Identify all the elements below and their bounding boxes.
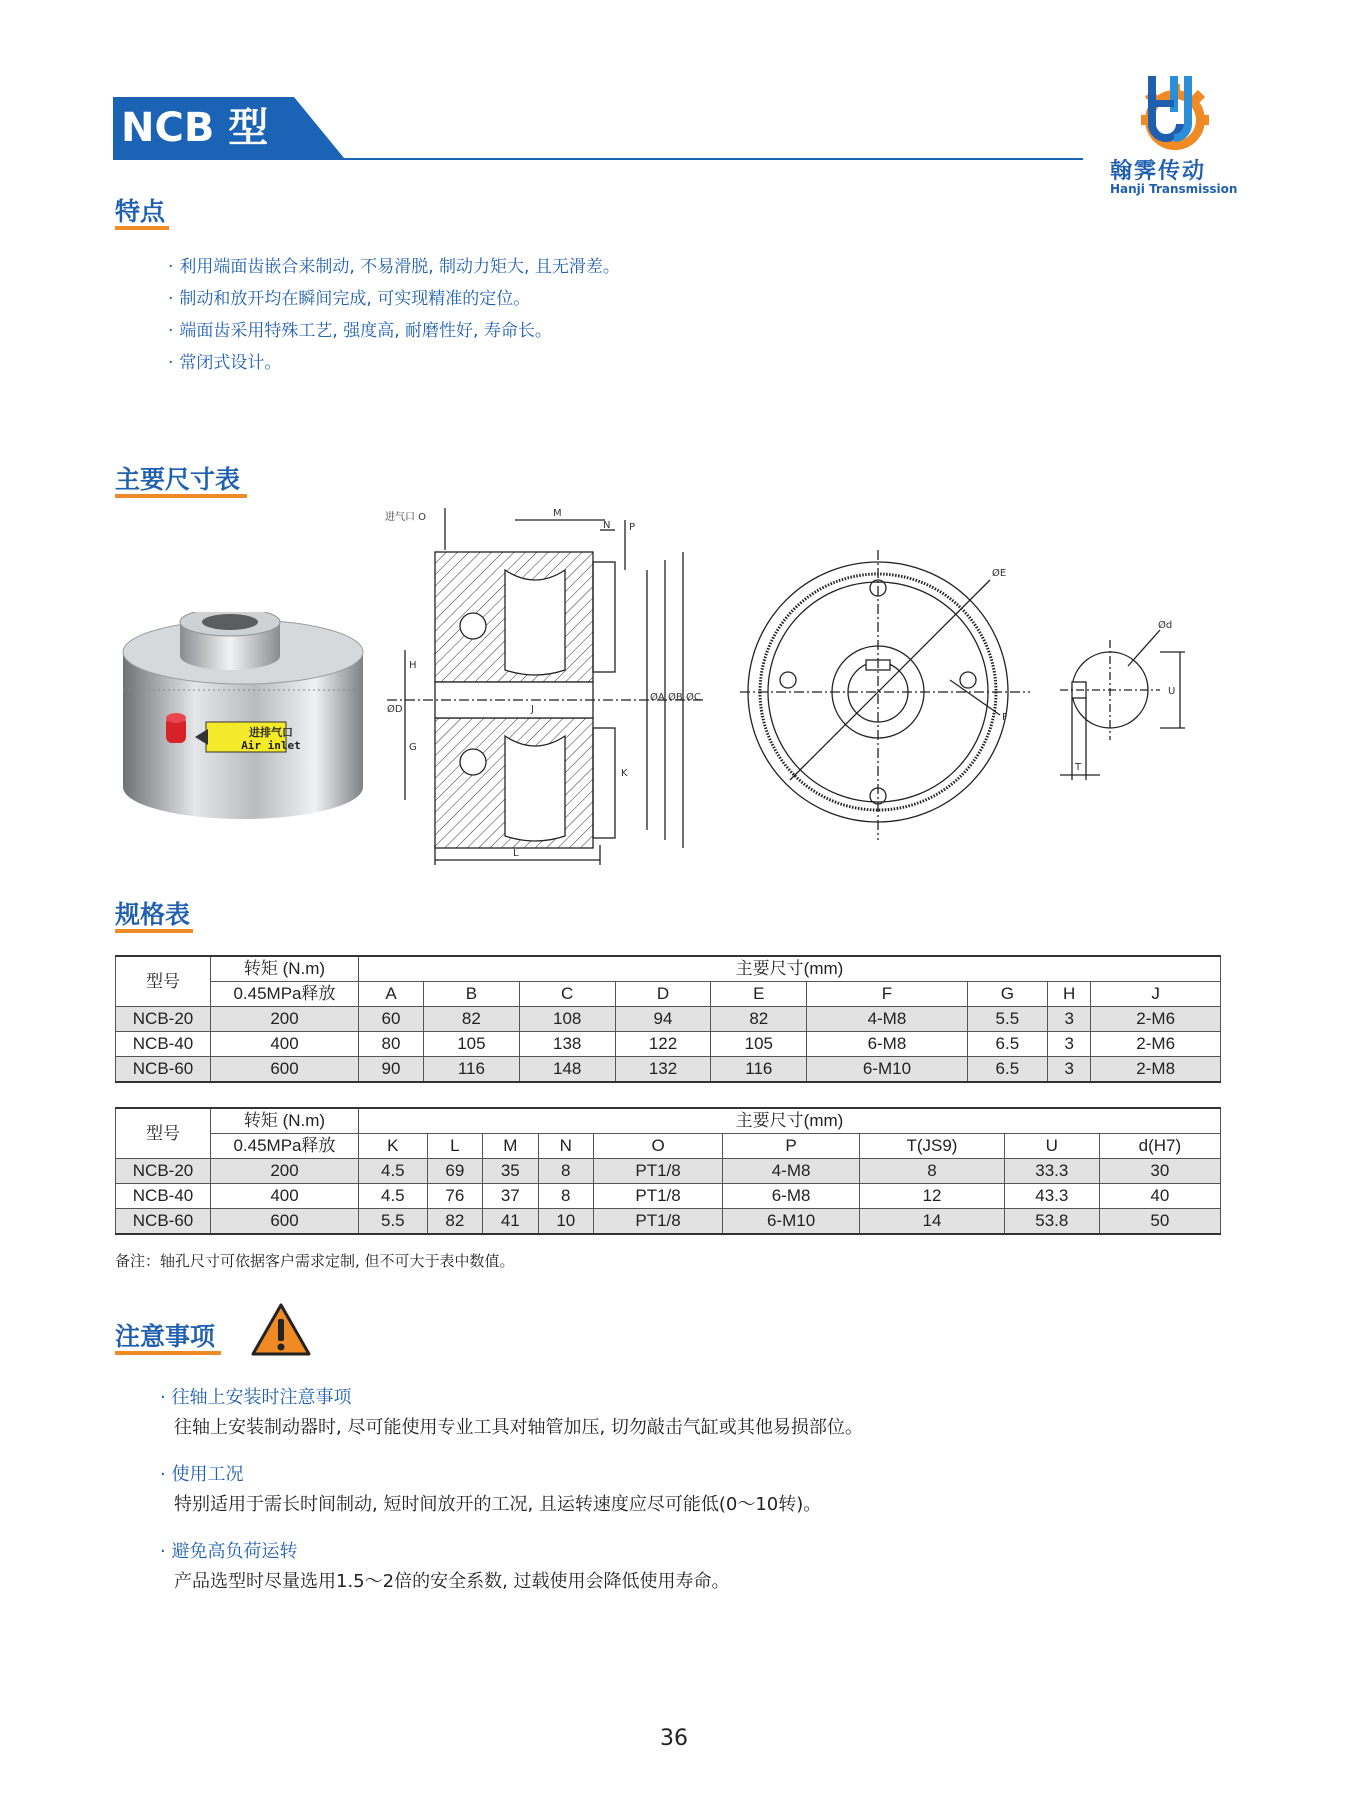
table-cell: 2-M6 bbox=[1091, 1032, 1221, 1057]
table-cell: 4.5 bbox=[359, 1159, 428, 1184]
table-cell: 132 bbox=[615, 1057, 711, 1083]
air-inlet-label: 进排气口 Air inlet bbox=[241, 726, 301, 752]
dim-label: ØD bbox=[387, 704, 403, 715]
dim-label: T bbox=[1075, 762, 1082, 773]
spec-heading: 规格表 bbox=[115, 900, 191, 929]
table-cell: NCB-60 bbox=[116, 1209, 211, 1235]
table-cell: 90 bbox=[359, 1057, 424, 1083]
table-cell: 2-M6 bbox=[1091, 1007, 1221, 1032]
shaft-hole-drawing bbox=[1050, 620, 1200, 790]
table-row bbox=[116, 1057, 1221, 1083]
table-cell: 600 bbox=[211, 1057, 359, 1083]
table-header: U bbox=[1004, 1134, 1099, 1159]
feature-item: · 常闭式设计。 bbox=[168, 353, 282, 373]
warning-icon bbox=[250, 1302, 312, 1358]
spec-heading-bar bbox=[115, 929, 193, 933]
table-cell: 6.5 bbox=[967, 1057, 1047, 1083]
table-header: H bbox=[1048, 982, 1091, 1007]
caution-body: 特别适用于需长时间制动, 短时间放开的工况, 且运转速度应尽可能低(0～10转)。 bbox=[174, 1494, 822, 1515]
brand-logo bbox=[1130, 72, 1220, 152]
table-header: 主要尺寸(mm) bbox=[359, 1108, 1221, 1134]
table-header: D bbox=[615, 982, 711, 1007]
dim-label: J bbox=[531, 704, 534, 715]
dim-label: K bbox=[621, 768, 628, 779]
section-drawing bbox=[385, 500, 710, 870]
table-cell: 4-M8 bbox=[723, 1159, 860, 1184]
table-cell: 116 bbox=[423, 1057, 519, 1083]
table-cell: PT1/8 bbox=[594, 1184, 723, 1209]
table-cell: 5.5 bbox=[967, 1007, 1047, 1032]
table-cell: 6.5 bbox=[967, 1032, 1047, 1057]
table-cell: 5.5 bbox=[359, 1209, 428, 1235]
table-cell: 138 bbox=[519, 1032, 615, 1057]
table-cell: 53.8 bbox=[1004, 1209, 1099, 1235]
features-heading-bar bbox=[115, 226, 169, 230]
caution-title: · 避免高负荷运转 bbox=[160, 1541, 298, 1562]
dim-label: H bbox=[409, 660, 417, 671]
cautions-heading: 注意事项 bbox=[115, 1322, 216, 1351]
dim-label: N bbox=[603, 520, 611, 531]
brand-name-en: Hanji Transmission bbox=[1110, 182, 1238, 196]
table-cell: NCB-40 bbox=[116, 1184, 211, 1209]
page-title: NCB 型 bbox=[113, 97, 285, 159]
table-header: 主要尺寸(mm) bbox=[359, 956, 1221, 982]
table-header: F bbox=[807, 982, 967, 1007]
table-cell: 3 bbox=[1048, 1007, 1091, 1032]
table-cell: 148 bbox=[519, 1057, 615, 1083]
table-cell: 400 bbox=[211, 1184, 359, 1209]
table-row bbox=[116, 1184, 1221, 1209]
table-header: N bbox=[538, 1134, 593, 1159]
table-header: C bbox=[519, 982, 615, 1007]
table-cell: 4.5 bbox=[359, 1184, 428, 1209]
table-cell: 3 bbox=[1048, 1032, 1091, 1057]
page-number: 36 bbox=[660, 1726, 688, 1751]
table-cell: 30 bbox=[1099, 1159, 1220, 1184]
table-cell: NCB-20 bbox=[116, 1007, 211, 1032]
dim-label: F bbox=[1002, 712, 1008, 723]
title-tab-wedge bbox=[284, 97, 344, 159]
table-cell: 33.3 bbox=[1004, 1159, 1099, 1184]
dim-label: M bbox=[553, 508, 562, 519]
dim-label: ØA bbox=[650, 692, 665, 703]
table-cell: NCB-60 bbox=[116, 1057, 211, 1083]
table-header: L bbox=[427, 1134, 482, 1159]
table-header: 转矩 (N.m) bbox=[211, 1108, 359, 1134]
table-cell: 80 bbox=[359, 1032, 424, 1057]
table-row bbox=[116, 1007, 1221, 1032]
table-cell: 6-M8 bbox=[723, 1184, 860, 1209]
feature-item: · 端面齿采用特殊工艺, 强度高, 耐磨性好, 寿命长。 bbox=[168, 321, 552, 341]
dim-label: ØB bbox=[668, 692, 683, 703]
table-header: 型号 bbox=[116, 956, 211, 1007]
table-cell: 400 bbox=[211, 1032, 359, 1057]
table-cell: 8 bbox=[538, 1159, 593, 1184]
dim-label: 进气口 O bbox=[385, 512, 427, 523]
table-header: J bbox=[1091, 982, 1221, 1007]
table-cell: 8 bbox=[860, 1159, 1005, 1184]
table-cell: 116 bbox=[711, 1057, 807, 1083]
feature-item: · 制动和放开均在瞬间完成, 可实现精准的定位。 bbox=[168, 289, 531, 309]
dimensions-heading-bar bbox=[115, 494, 247, 498]
table-cell: 600 bbox=[211, 1209, 359, 1235]
table-header: P bbox=[723, 1134, 860, 1159]
table-header: 型号 bbox=[116, 1108, 211, 1159]
table-header: 转矩 (N.m) bbox=[211, 956, 359, 982]
product-photo bbox=[118, 612, 368, 832]
table-cell: 37 bbox=[483, 1184, 538, 1209]
table-cell: 200 bbox=[211, 1159, 359, 1184]
caution-title: · 往轴上安装时注意事项 bbox=[160, 1387, 352, 1408]
table-cell: 82 bbox=[427, 1209, 482, 1235]
table-header: 0.45MPa释放 bbox=[211, 982, 359, 1007]
table-cell: 41 bbox=[483, 1209, 538, 1235]
table-cell: 82 bbox=[423, 1007, 519, 1032]
caution-body: 往轴上安装制动器时, 尽可能使用专业工具对轴管加压, 切勿敲击气缸或其他易损部位。 bbox=[174, 1417, 863, 1438]
table-cell: 82 bbox=[711, 1007, 807, 1032]
table-cell: 2-M8 bbox=[1091, 1057, 1221, 1083]
brand-name-cn: 翰霁传动 bbox=[1110, 159, 1207, 184]
table-cell: 94 bbox=[615, 1007, 711, 1032]
table-cell: 200 bbox=[211, 1007, 359, 1032]
table-header: K bbox=[359, 1134, 428, 1159]
table-cell: 8 bbox=[538, 1184, 593, 1209]
table-header: T(JS9) bbox=[860, 1134, 1005, 1159]
table-cell: 6-M10 bbox=[723, 1209, 860, 1235]
dim-label: ØC bbox=[686, 692, 701, 703]
table-cell: 76 bbox=[427, 1184, 482, 1209]
table-cell: 6-M10 bbox=[807, 1057, 967, 1083]
dim-label: P bbox=[629, 522, 636, 533]
dim-label: ØE bbox=[992, 568, 1007, 579]
table-cell: 14 bbox=[860, 1209, 1005, 1235]
table-cell: PT1/8 bbox=[594, 1159, 723, 1184]
table-cell: 3 bbox=[1048, 1057, 1091, 1083]
table-cell: NCB-40 bbox=[116, 1032, 211, 1057]
table-cell: 12 bbox=[860, 1184, 1005, 1209]
table-header: 0.45MPa释放 bbox=[211, 1134, 359, 1159]
dim-label: U bbox=[1168, 686, 1176, 697]
table-cell: 60 bbox=[359, 1007, 424, 1032]
table-cell: 50 bbox=[1099, 1209, 1220, 1235]
table-cell: 4-M8 bbox=[807, 1007, 967, 1032]
table-header: O bbox=[594, 1134, 723, 1159]
features-heading: 特点 bbox=[115, 197, 166, 226]
feature-item: · 利用端面齿嵌合来制动, 不易滑脱, 制动力矩大, 且无滑差。 bbox=[168, 257, 620, 277]
cautions-heading-bar bbox=[115, 1351, 221, 1355]
spec-table-1 bbox=[115, 955, 1221, 1083]
table-header: d(H7) bbox=[1099, 1134, 1220, 1159]
dimensions-heading: 主要尺寸表 bbox=[115, 465, 241, 494]
table-cell: PT1/8 bbox=[594, 1209, 723, 1235]
front-view-drawing bbox=[730, 540, 1040, 860]
table-row bbox=[116, 1209, 1221, 1235]
table-header: A bbox=[359, 982, 424, 1007]
table-row bbox=[116, 1159, 1221, 1184]
table-header: E bbox=[711, 982, 807, 1007]
table-row bbox=[116, 1032, 1221, 1057]
dim-label: G bbox=[409, 742, 417, 753]
table-cell: 40 bbox=[1099, 1184, 1220, 1209]
table-cell: 10 bbox=[538, 1209, 593, 1235]
table-cell: 105 bbox=[711, 1032, 807, 1057]
spec-table-2 bbox=[115, 1107, 1221, 1235]
table-cell: 105 bbox=[423, 1032, 519, 1057]
caution-body: 产品选型时尽量选用1.5～2倍的安全系数, 过载使用会降低使用寿命。 bbox=[174, 1571, 730, 1592]
table-header: M bbox=[483, 1134, 538, 1159]
dim-label: Ød bbox=[1158, 620, 1173, 631]
table-cell: 122 bbox=[615, 1032, 711, 1057]
table-header: G bbox=[967, 982, 1047, 1007]
table-cell: 43.3 bbox=[1004, 1184, 1099, 1209]
spec-note: 备注：轴孔尺寸可依据客户需求定制, 但不可大于表中数值。 bbox=[115, 1252, 515, 1270]
caution-title: · 使用工况 bbox=[160, 1464, 244, 1485]
table-cell: 108 bbox=[519, 1007, 615, 1032]
table-cell: 69 bbox=[427, 1159, 482, 1184]
dim-label: L bbox=[513, 848, 519, 859]
table-cell: 6-M8 bbox=[807, 1032, 967, 1057]
header-rule bbox=[113, 158, 1083, 160]
table-header: B bbox=[423, 982, 519, 1007]
table-cell: NCB-20 bbox=[116, 1159, 211, 1184]
table-cell: 35 bbox=[483, 1159, 538, 1184]
